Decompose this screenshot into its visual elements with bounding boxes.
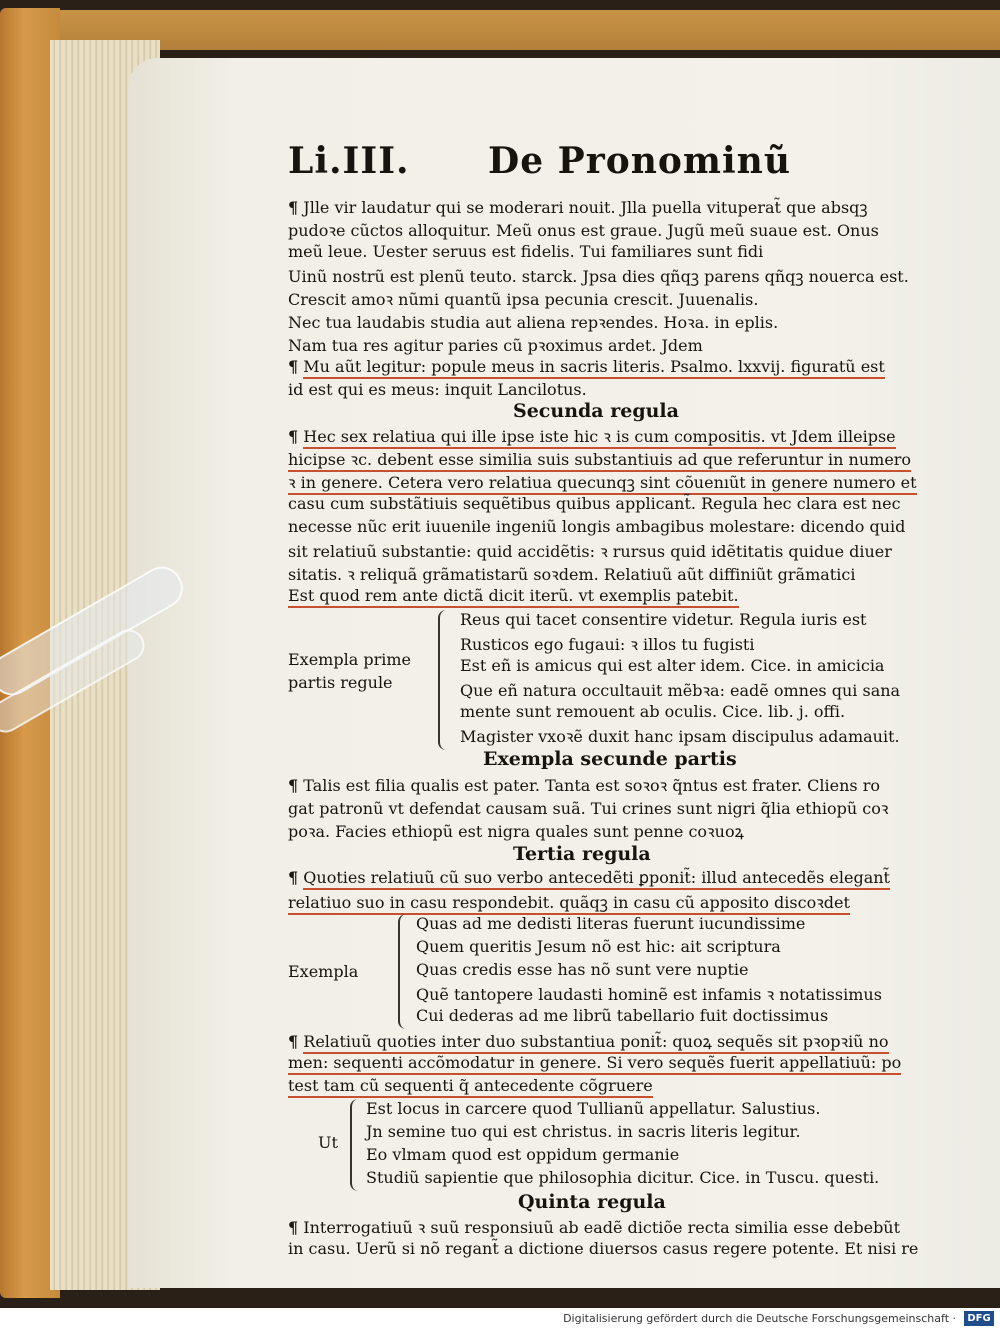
text-line: poꝛa. Facies ethiopũ est nigra quales sunt penne coꝛuoꝝ bbox=[288, 822, 744, 841]
section-heading: Exempla secunde partis bbox=[483, 748, 737, 770]
text-line: Uinũ nostrũ est plenũ teuto. starck. Jpsa dies qñqꝫ parens qñqꝫ nouerca est. bbox=[288, 267, 909, 286]
text-line: ¶ Interrogatiuũ ꝛ suũ responsiuũ ab eadẽ dictiõe recta similia esse debebũt bbox=[288, 1218, 901, 1237]
example-item: Jn semine tuo qui est christus. in sacris literis legitur. bbox=[366, 1122, 801, 1141]
example-item: Est eñ is amicus qui est alter idem. Cice. in amicicia bbox=[460, 656, 885, 675]
text-line: relatiuo suo in casu respondebit. quãqꝫ in casu cũ apposito discoꝛdet bbox=[288, 891, 850, 913]
text-line: hicipse ꝛc. debent esse similia suis substantiuis ad que referuntur in numero bbox=[288, 448, 911, 470]
text-line: ¶ Relatiuũ quoties inter duo substantiua ponit̃: quoꝝ sequẽs sit pꝛopꝛiũ no bbox=[288, 1030, 889, 1052]
text-line: gat patronũ vt defendat causam suã. Tui crines sunt nigri q̃lia ethiopũ coꝛ bbox=[288, 799, 889, 818]
text-line: test tam cũ sequenti q̃ antecedente cõgruere bbox=[288, 1076, 653, 1095]
text-line: ¶ Talis est filia qualis est pater. Tanta est soꝛoꝛ q̃ntus est frater. Cliens ro bbox=[288, 776, 880, 795]
funding-credit: Digitalisierung gefördert durch die Deutsche Forschungsgemeinschaft · bbox=[563, 1312, 956, 1325]
text-line: Est quod rem ante dictã dicit iterũ. vt exemplis patebit. bbox=[288, 586, 739, 605]
text-line: Crescit amoꝛ nũmi quantũ ipsa pecunia crescit. Juuenalis. bbox=[288, 290, 759, 309]
text-line: Nec tua laudabis studia aut aliena repꝛendes. Hoꝛa. in eplis. bbox=[288, 313, 779, 332]
example-item: Que eñ natura occultauit mẽbꝛa: eadẽ omnes qui sana bbox=[460, 681, 901, 700]
text-line: pudoꝛe cũctos alloquitur. Meũ onus est graue. Jugũ meũ suaue est. Onus bbox=[288, 221, 879, 240]
example-item: Quas credis esse has nõ sunt vere nuptie bbox=[416, 960, 749, 979]
text-line: sit relatiuũ substantie: quid accidẽtis: ꝛ rursus quid idẽtitatis quidue diuer bbox=[288, 542, 892, 561]
text-line: men: sequenti accõmodatur in genere. Si vero sequẽs fuerit appellatiuũ: po bbox=[288, 1053, 901, 1072]
text-line: meũ leue. Uester seruus est fidelis. Tui familiares sunt fidi bbox=[288, 242, 764, 261]
example-item: Magister vxoꝛẽ duxit hanc ipsam discipulus adamauit. bbox=[460, 727, 900, 746]
text-line: ¶ Mu aũt legitur: popule meus in sacris literis. Psalmo. lxxvij. figuratũ est bbox=[288, 357, 885, 376]
example-item: Est locus in carcere quod Tullianũ appellatur. Salustius. bbox=[366, 1099, 821, 1118]
example-label: Exempla prime bbox=[288, 650, 411, 669]
example-item: Studiũ sapientie que philosophia dicitur. Cice. in Tuscu. questi. bbox=[366, 1168, 880, 1187]
example-label: partis regule bbox=[288, 673, 393, 692]
text-line: ꝛ in genere. Cetera vero relatiua quecunqꝫ sint cõuenıũt in genere numero et bbox=[288, 471, 917, 493]
text-line: Nam tua res agitur paries cũ pꝛoximus ardet. Jdem bbox=[288, 336, 703, 355]
cover-edge-top bbox=[20, 10, 1000, 50]
text-line: ¶ Jlle vir laudatur qui se moderari nouit. Jlla puella vituperat̃ que absqꝫ bbox=[288, 198, 868, 217]
example-label: Exempla bbox=[288, 962, 359, 981]
brace bbox=[398, 914, 408, 1029]
text-line: ¶ Hec sex relatiua qui ille ipse iste hic ꝛ is cum compositis. vt Jdem illeipse bbox=[288, 425, 896, 447]
section-heading: Tertia regula bbox=[513, 843, 651, 865]
example-item: Quas ad me dedisti literas fuerunt iucundissime bbox=[416, 914, 806, 933]
example-item: Eo vlmam quod est oppidum germanie bbox=[366, 1145, 680, 1164]
section-heading: Secunda regula bbox=[513, 400, 679, 422]
text-line: necesse nũc erit iuuenile ingeniũ longis ambagibus molestare: dicendo quid bbox=[288, 517, 906, 536]
brace bbox=[350, 1099, 360, 1191]
dfg-logo: DFG bbox=[964, 1311, 994, 1326]
brace bbox=[438, 610, 448, 750]
example-item: Cui dederas ad me librũ tabellario fuit doctissimus bbox=[416, 1006, 829, 1025]
page-title: De Pronominũ bbox=[488, 140, 792, 182]
text-line: sitatis. ꝛ reliquã grãmatistarũ soꝛdem. Relatiuũ aũt diffiniũt grãmatici bbox=[288, 565, 856, 584]
example-item: Quem queritis Jesum nõ est hic: ait scriptura bbox=[416, 937, 781, 956]
example-label: Ut bbox=[318, 1133, 338, 1152]
text-line: ¶ Quoties relatiuũ cũ suo verbo antecedẽti ꝑponit̃: illud antecedẽs elegant̃ bbox=[288, 868, 890, 887]
text-line: casu cum substãtiuis sequẽtibus quibus applicant̃. Regula hec clara est nec bbox=[288, 494, 901, 513]
example-item: mente sunt remouent ab oculis. Cice. lib. j. offi. bbox=[460, 702, 846, 721]
example-item: Reus qui tacet consentire videtur. Regula iuris est bbox=[460, 610, 867, 629]
example-item: Rusticos ego fugaui: ꝛ illos tu fugisti bbox=[460, 635, 755, 654]
text-line: id est qui es meus: inquit Lancilotus. bbox=[288, 380, 587, 399]
folio-number: Li.III. bbox=[288, 140, 410, 182]
footer-bar bbox=[0, 1308, 1000, 1331]
example-item: Quẽ tantopere laudasti hominẽ est infamis ꝛ notatissimus bbox=[416, 985, 882, 1004]
section-heading: Quinta regula bbox=[518, 1191, 666, 1213]
text-line: in casu. Uerũ si nõ regant̃ a dictione diuersos casus regere potente. Et nisi re bbox=[288, 1239, 919, 1258]
